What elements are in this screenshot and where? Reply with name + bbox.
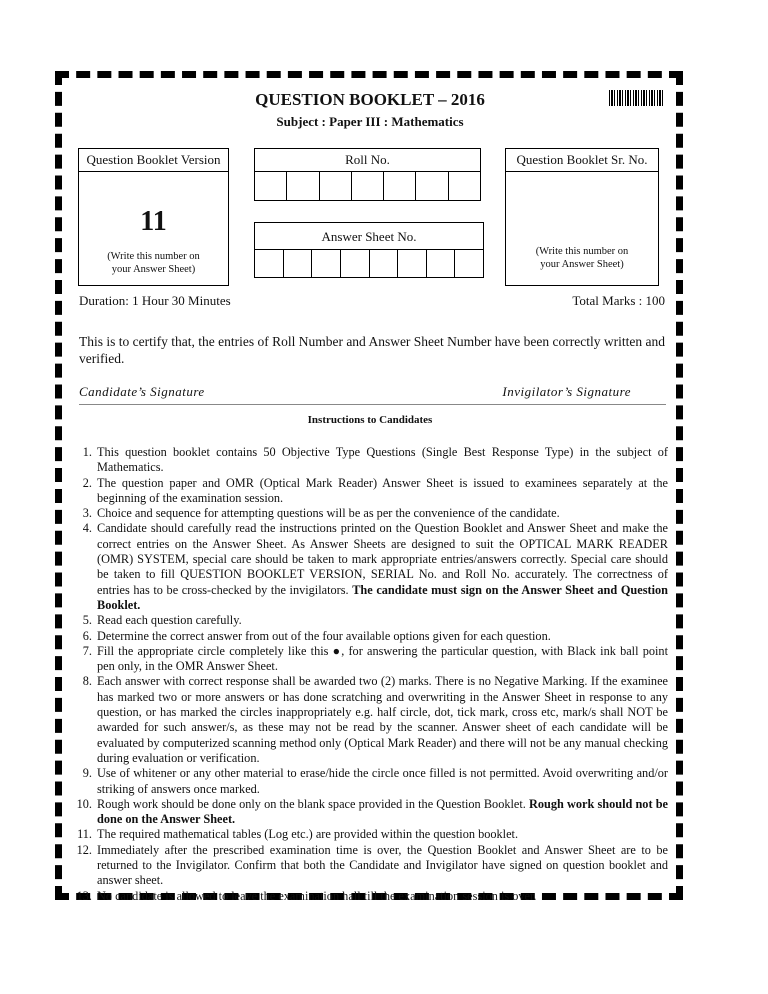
instruction-number: 3. — [82, 506, 92, 521]
divider — [79, 404, 666, 405]
instruction-item — [78, 476, 668, 507]
instruction-text: The required mathematical tables (Log etc.) are provided within the question booklet. — [97, 827, 519, 842]
digit-cell[interactable] — [370, 250, 399, 278]
instruction-item — [78, 889, 668, 904]
roll-no-box — [254, 148, 481, 201]
serial-label: Question Booklet Sr. No. — [506, 149, 658, 172]
instruction-text: Determine the correct answer from out of the four available options given for each question. — [97, 628, 551, 643]
instruction-item — [78, 613, 668, 628]
digit-cell[interactable] — [287, 172, 319, 201]
instruction-item — [78, 445, 668, 476]
instruction-text: The question paper and OMR (Optical Mark Reader) Answer Sheet is issued to examinees separately at the beginning of the examination session. — [97, 475, 668, 505]
instruction-emphasis: The candidate must sign on the Answer Sheet and Question Booklet. — [97, 582, 668, 612]
instruction-item — [78, 644, 668, 675]
digit-cell[interactable] — [455, 250, 483, 278]
booklet-title: QUESTION BOOKLET – 2016 — [255, 90, 485, 109]
digit-cell[interactable] — [398, 250, 427, 278]
total-marks: Total Marks : 100 — [572, 293, 665, 308]
instruction-number: 1. — [82, 445, 92, 459]
instruction-text: Choice and sequence for attempting questions will be as per the convenience of the candidate. — [97, 506, 560, 521]
digit-cell[interactable] — [427, 250, 456, 278]
certification-text: This is to certify that, the entries of Roll Number and Answer Sheet Number have been correctly written and verified. — [79, 334, 665, 366]
instruction-number: 10. — [76, 796, 92, 811]
instruction-text: This question booklet contains 50 Objective Type Questions (Single Best Response Type) in the subject of Mathematics. — [97, 445, 668, 475]
instruction-number: 7. — [82, 643, 92, 658]
answer-sheet-cells[interactable] — [255, 250, 483, 278]
answer-sheet-box — [254, 222, 484, 278]
duration: Duration: 1 Hour 30 Minutes — [79, 293, 231, 308]
instruction-item — [78, 674, 668, 766]
instruction-number: 2. — [82, 475, 92, 490]
barcode — [609, 90, 665, 106]
version-label: Question Booklet Version — [79, 149, 228, 172]
instruction-item — [78, 629, 668, 644]
instruction-text: Each answer with correct response shall be awarded two (2) marks. There is no Negative Marking. If the examinee has marked two or more answers or has done scratching and overwriting in the Answer Sheet in response to any question, or has marked the circles inappropriately e.g. half circle, dot, tick mark, cross etc, mark/s shall NOT be awarded for such answer/s, as these may not be read by the scanner. Answer sheet of each candidate will be evaluated by computerized scanning method only (Optical Mark Reader) and there will not be any manual checking during evaluation or verification. — [97, 674, 668, 765]
digit-cell[interactable] — [284, 250, 313, 278]
roll-no-cells[interactable] — [255, 172, 480, 201]
digit-cell[interactable] — [352, 172, 384, 201]
version-number: 11 — [140, 206, 167, 237]
instruction-number: 13. — [76, 888, 92, 903]
digit-cell[interactable] — [255, 250, 284, 278]
instructions-list — [78, 445, 668, 904]
instruction-text: Read each question carefully. — [97, 613, 242, 628]
instruction-number: 9. — [82, 766, 92, 781]
instruction-item — [78, 506, 668, 521]
roll-no-label: Roll No. — [255, 149, 480, 172]
instruction-text: Rough work should be done only on the blank space provided in the Question Booklet. — [97, 796, 529, 811]
instruction-number: 6. — [82, 628, 92, 643]
version-note: (Write this number on your Answer Sheet) — [107, 251, 200, 275]
instruction-item — [78, 521, 668, 613]
digit-cell[interactable] — [449, 172, 480, 201]
instruction-text: Fill the appropriate circle completely like this ●, for answering the particular question, with Black ink ball point pen only, in the OMR Answer Sheet. — [97, 643, 668, 674]
instruction-text: Immediately after the prescribed examination time is over, the Question Booklet and Answer Sheet are to be returned to the Invigilator. Confirm that both the Candidate and Invigilator have signed on question booklet and answer sheet. — [97, 842, 668, 888]
instruction-item — [78, 843, 668, 889]
digit-cell[interactable] — [312, 250, 341, 278]
instruction-number: 12. — [76, 842, 92, 857]
instruction-item — [78, 827, 668, 842]
digit-cell[interactable] — [416, 172, 448, 201]
digit-cell[interactable] — [320, 172, 352, 201]
serial-box — [505, 148, 659, 286]
version-box — [78, 148, 229, 286]
digit-cell[interactable] — [384, 172, 416, 201]
invigilator-signature-label: Invigilator’s Signature — [502, 384, 631, 399]
instruction-emphasis: Rough work should not be done on the Answer Sheet. — [97, 796, 668, 827]
instruction-number: 8. — [82, 674, 92, 689]
instructions-title: Instructions to Candidates — [307, 414, 433, 426]
instruction-item — [78, 797, 668, 828]
instruction-text: Use of whitener or any other material to erase/hide the circle once filled is not permitted. Avoid overwriting and/or striking of answers once marked. — [97, 766, 668, 796]
digit-cell[interactable] — [341, 250, 370, 278]
subject-line: Subject : Paper III : Mathematics — [276, 114, 464, 129]
instruction-number: 11. — [77, 827, 92, 842]
instruction-number: 5. — [82, 613, 92, 628]
instruction-text: No candidate is allowed to leave the examination hall till the examination session is over. — [97, 888, 537, 903]
answer-sheet-label: Answer Sheet No. — [255, 223, 483, 250]
candidate-signature-label: Candidate’s Signature — [79, 384, 205, 399]
serial-note: (Write this number on your Answer Sheet) — [535, 246, 629, 270]
instruction-number: 4. — [82, 521, 92, 536]
instruction-text: Candidate should carefully read the instructions printed on the Question Booklet and Answer Sheet and make the correct entries on the Answer Sheet. As Answer Sheets are designed to suit the OPTICAL MARK READER (OMR) SYSTEM, special care should be taken to mark appropriate entries/answers correctly. Special care should be taken to fill QUESTION BOOKLET VERSION, SERIAL No. and Roll No. accurately. The correctness of entries has to be cross-checked by the invigilators. — [97, 521, 668, 597]
digit-cell[interactable] — [255, 172, 287, 201]
instruction-item — [78, 766, 668, 797]
